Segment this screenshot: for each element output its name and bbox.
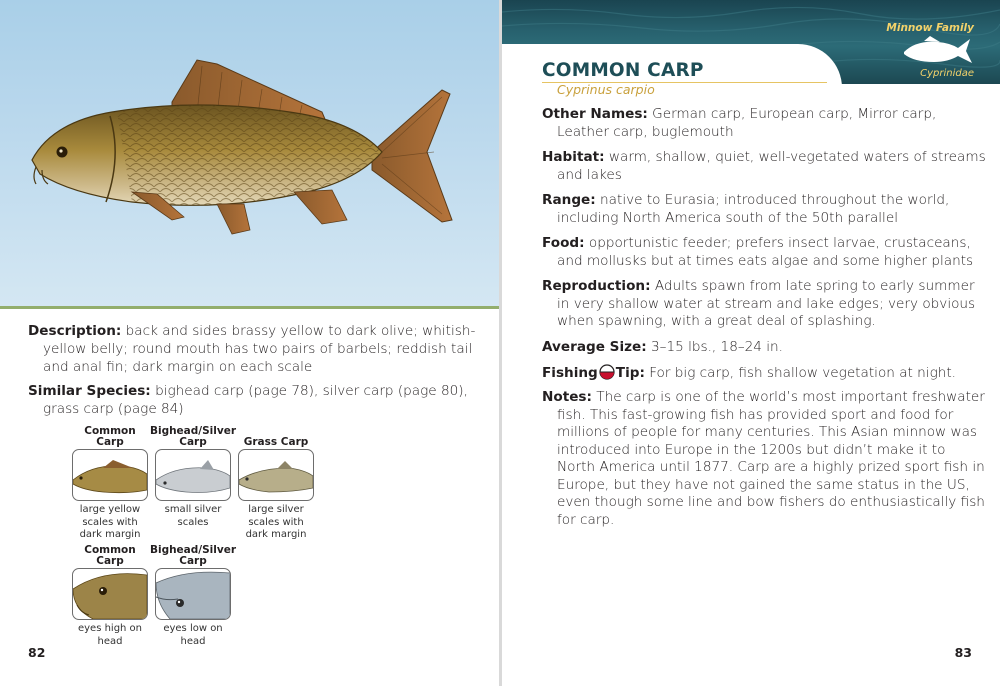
comparison-title: Bighead/Silver Carp	[149, 425, 237, 448]
description-paragraph	[28, 322, 488, 376]
comparison-tile	[149, 544, 237, 648]
grass-carp-scales-icon	[239, 450, 313, 500]
comparison-caption: large silver scales with dark margin	[245, 504, 307, 540]
entry-text: warm, shallow, quiet, well-vegetated waters of streams and lakes	[557, 149, 986, 183]
bobber-icon	[599, 364, 615, 380]
entry-text: opportunistic feeder; prefers insect larvae, crustaceans, and mollusks but at times eats algae and some higher plants	[557, 235, 974, 269]
entry-label: Reproduction:	[542, 278, 651, 294]
comparison-image	[238, 449, 314, 501]
notes-entry	[542, 389, 987, 529]
comparison-tile	[149, 425, 237, 529]
comparison-tile	[70, 545, 150, 648]
right-page	[502, 0, 1000, 686]
page-number: 83	[954, 645, 972, 660]
hero-divider	[0, 306, 500, 309]
comparison-caption: large yellow scales with dark margin	[79, 504, 141, 540]
bighead-silver-carp-head-icon	[156, 569, 230, 619]
comparison-image	[72, 568, 148, 620]
entry-text: native to Eurasia; introduced throughout the world, including North America south of the 50th parallel	[557, 192, 950, 226]
comparison-tile	[70, 426, 150, 542]
entry-label: Other Names:	[542, 106, 648, 122]
food-entry	[542, 235, 987, 270]
entry-text: Adults spawn from late spring to early summer in very shallow water at stream and lake edges; very obvious when spawning, with a great deal of splashing.	[557, 278, 976, 329]
comparison-tile	[236, 426, 316, 542]
entry-label: Habitat:	[542, 149, 605, 165]
description-text: back and sides brassy yellow to dark olive; whitish-yellow belly; round mouth has two pairs of barbels; reddish tail and anal fin; dark margin on each scale	[43, 323, 476, 375]
similar-species-text: bighead carp (page 78), silver carp (page 80), grass carp (page 84)	[43, 383, 468, 417]
description-label: Description:	[28, 323, 122, 339]
range-entry	[542, 192, 987, 227]
similar-species-label: Similar Species:	[28, 383, 151, 399]
species-latin-name: Cyprinus carpio	[557, 82, 655, 97]
comparison-title: Grass Carp	[243, 436, 309, 448]
tip-label-tip: Tip:	[615, 365, 645, 381]
comparison-caption: eyes high on head	[77, 623, 143, 647]
common-carp-illustration	[22, 52, 462, 242]
entry-label: Food:	[542, 235, 585, 251]
average-size-entry	[542, 339, 987, 357]
bighead-silver-carp-scales-icon	[156, 450, 230, 500]
comparison-image	[155, 449, 231, 501]
comparison-image	[72, 449, 148, 501]
species-title: COMMON CARP	[542, 60, 704, 81]
notes-text: The carp is one of the world’s most important freshwater fish. This fast-growing fish has provided sport and food for millions of people for many centuries. This Asian minnow was introduced into Europe in the 1200s but didn’t make it to North America until 1877. Carp are a highly prized sport fish in Europe, but they have not gained the same status in the US, even though some line and bow fishers do enthusiastically fish for carp.	[557, 389, 985, 528]
comparison-title: Common Carp	[84, 425, 136, 448]
comparison-image	[155, 568, 231, 620]
comparison-title: Common Carp	[84, 544, 136, 567]
tip-label-fishing: Fishing	[542, 365, 598, 381]
other-names-entry	[542, 106, 987, 141]
fish-illustration-panel	[0, 0, 500, 306]
page-number: 82	[28, 645, 46, 660]
entry-text: German carp, European carp, Mirror carp, Leather carp, buglemouth	[557, 106, 937, 140]
comparison-title: Bighead/Silver Carp	[149, 544, 237, 567]
notes-label: Notes:	[542, 389, 592, 405]
tip-text: For big carp, fish shallow vegetation at night.	[644, 365, 957, 381]
similar-species-paragraph	[28, 382, 488, 418]
fishing-tip-entry	[542, 364, 987, 383]
comparison-caption: small silver scales	[164, 504, 222, 528]
reproduction-entry	[542, 278, 987, 331]
entry-label: Average Size:	[542, 339, 647, 355]
family-latin-name: Cyprinidae	[920, 68, 974, 79]
common-carp-head-icon	[73, 569, 147, 619]
habitat-entry	[542, 149, 987, 184]
comparison-caption: eyes low on head	[163, 623, 223, 647]
carp-silhouette-icon	[902, 36, 974, 66]
common-carp-scales-icon	[73, 450, 147, 500]
entry-text: 3–15 lbs., 18–24 in.	[646, 339, 783, 355]
entry-label: Range:	[542, 192, 596, 208]
family-name: Minnow Family	[886, 22, 974, 34]
